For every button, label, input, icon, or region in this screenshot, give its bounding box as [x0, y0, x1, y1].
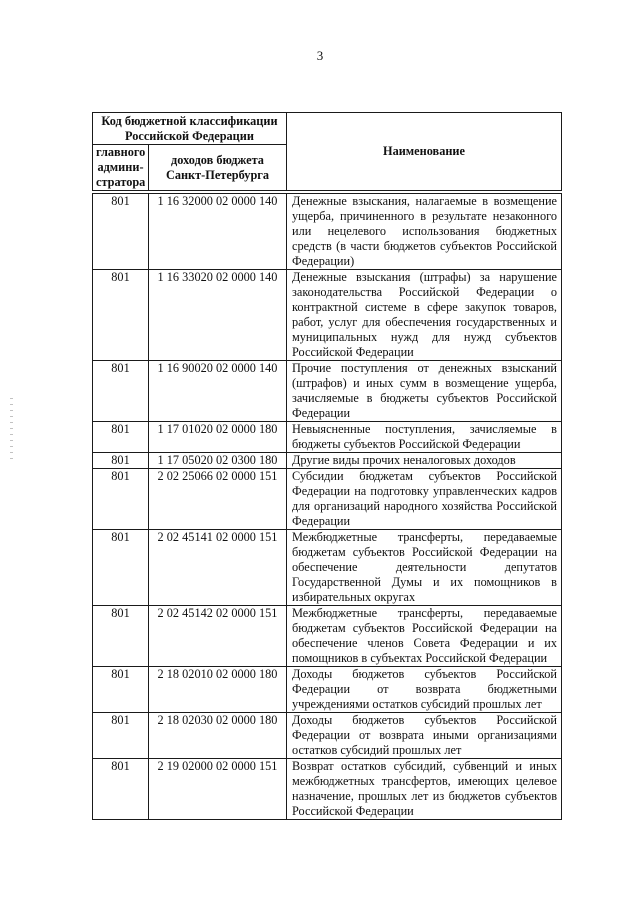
admin-code-cell: 801: [93, 469, 149, 530]
header-admin: главного админи-стратора: [93, 145, 149, 191]
table-row: [93, 453, 562, 469]
scan-margin-marks: [10, 398, 13, 462]
table-row: [93, 606, 562, 667]
admin-code-cell: 801: [93, 713, 149, 759]
header-name: Наименование: [287, 113, 562, 191]
table-row: [93, 361, 562, 422]
admin-code-cell: 801: [93, 667, 149, 713]
table-row: [93, 270, 562, 361]
revenue-code-cell: 2 02 45141 02 0000 151: [149, 530, 287, 606]
admin-code-cell: 801: [93, 453, 149, 469]
name-cell: Субсидии бюджетам субъектов Российской Федерации на подготовку управленческих кадров для организаций народного хозяйства Российской Федерации: [287, 469, 562, 530]
admin-code-cell: 801: [93, 270, 149, 361]
admin-code-cell: 801: [93, 194, 149, 270]
revenue-code-cell: 1 16 32000 02 0000 140: [149, 194, 287, 270]
revenue-code-cell: 2 02 25066 02 0000 151: [149, 469, 287, 530]
revenue-code-cell: 1 16 90020 02 0000 140: [149, 361, 287, 422]
budget-code-table: [92, 193, 562, 820]
table-row: [93, 422, 562, 453]
admin-code-cell: 801: [93, 422, 149, 453]
revenue-code-cell: 2 18 02010 02 0000 180: [149, 667, 287, 713]
admin-code-cell: 801: [93, 530, 149, 606]
admin-code-cell: 801: [93, 759, 149, 820]
page-number: 3: [316, 48, 324, 63]
name-cell: Возврат остатков субсидий, субвенций и иных межбюджетных трансфертов, имеющих целевое назначение, прошлых лет из бюджетов субъектов Российской Федерации: [287, 759, 562, 820]
name-cell: Межбюджетные трансферты, передаваемые бюджетам субъектов Российской Федерации на обеспечение членов Совета Федерации и их помощников в субъектах Российской Федерации: [287, 606, 562, 667]
table-row: [93, 194, 562, 270]
table-row: [93, 667, 562, 713]
revenue-code-cell: 1 16 33020 02 0000 140: [149, 270, 287, 361]
revenue-code-cell: 2 18 02030 02 0000 180: [149, 713, 287, 759]
table-row: [93, 713, 562, 759]
header-revenue: доходов бюджета Санкт-Петербурга: [149, 145, 287, 191]
revenue-code-cell: 1 17 01020 02 0000 180: [149, 422, 287, 453]
revenue-code-cell: 1 17 05020 02 0300 180: [149, 453, 287, 469]
name-cell: Другие виды прочих неналоговых доходов: [287, 453, 562, 469]
name-cell: Денежные взыскания, налагаемые в возмещение ущерба, причиненного в результате незаконного или нецелевого использования бюджетных средств (в части бюджетов субъектов Российской Федерации): [287, 194, 562, 270]
name-cell: Доходы бюджетов субъектов Российской Федерации от возврата иными организациями остатков субсидий прошлых лет: [287, 713, 562, 759]
name-cell: Прочие поступления от денежных взысканий (штрафов) и иных сумм в возмещение ущерба, зачисляемые в бюджеты субъектов Российской Федерации: [287, 361, 562, 422]
header-code-group: Код бюджетной классификации Российской Федерации: [93, 113, 287, 145]
name-cell: Невыясненные поступления, зачисляемые в бюджеты субъектов Российской Федерации: [287, 422, 562, 453]
admin-code-cell: 801: [93, 606, 149, 667]
name-cell: Денежные взыскания (штрафы) за нарушение законодательства Российской Федерации о контрактной системе в сфере закупок товаров, работ, услуг для обеспечения государственных и муниципальных нужд для нужд субъектов Российской Федерации: [287, 270, 562, 361]
table-row: [93, 469, 562, 530]
admin-code-cell: 801: [93, 361, 149, 422]
table-row: [93, 759, 562, 820]
revenue-code-cell: 2 19 02000 02 0000 151: [149, 759, 287, 820]
name-cell: Межбюджетные трансферты, передаваемые бюджетам субъектов Российской Федерации на обеспечение деятельности депутатов Государственной Думы и их помощников в избирательных округах: [287, 530, 562, 606]
name-cell: Доходы бюджетов субъектов Российской Федерации от возврата бюджетными учреждениями остатков субсидий прошлых лет: [287, 667, 562, 713]
table-row: [93, 530, 562, 606]
table-header: [92, 112, 562, 191]
revenue-code-cell: 2 02 45142 02 0000 151: [149, 606, 287, 667]
